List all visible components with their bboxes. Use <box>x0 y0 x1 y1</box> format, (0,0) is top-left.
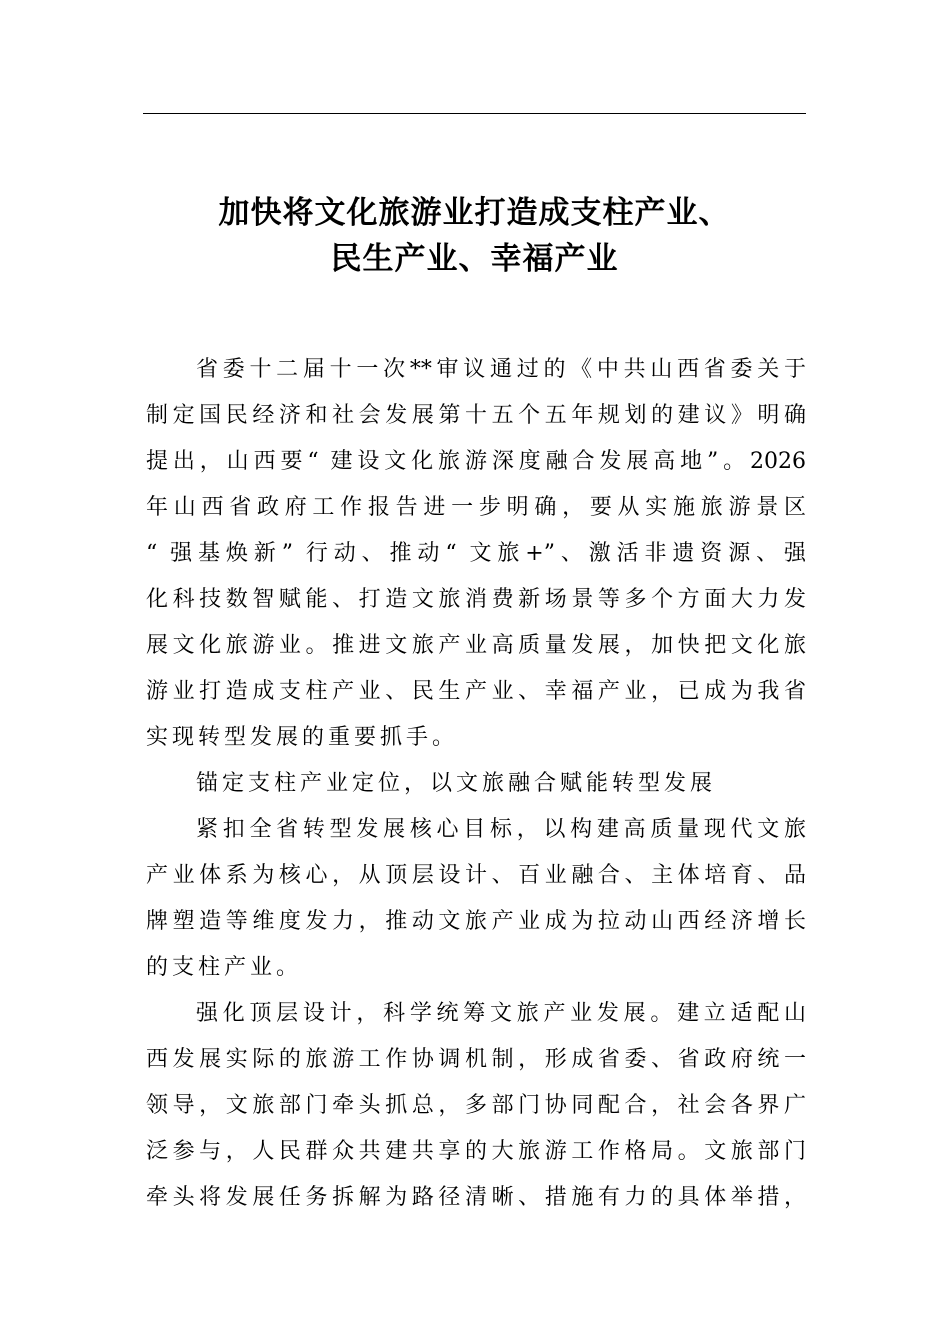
body-line: 省委十二届十一次**审议通过的《中共山西省委关于 <box>196 357 806 382</box>
body-line: 年山西省政府工作报告进一步明确，要从实施旅游景区 <box>146 495 806 520</box>
body-line: “ 强基焕新” 行动、推动“ 文旅+”、激活非遗资源、强 <box>146 541 806 566</box>
body-line: 牵头将发展任务拆解为路径清晰、措施有力的具体举措， <box>146 1185 806 1210</box>
body-line: 游业打造成支柱产业、民生产业、幸福产业，已成为我省 <box>146 679 806 704</box>
body-line: 领导，文旅部门牵头抓总，多部门协同配合，社会各界广 <box>146 1093 806 1118</box>
body-line: 锚定支柱产业定位，以文旅融合赋能转型发展 <box>196 771 717 796</box>
body-line: 紧扣全省转型发展核心目标，以构建高质量现代文旅 <box>196 817 806 842</box>
body-line: 牌塑造等维度发力，推动文旅产业成为拉动山西经济增长 <box>146 909 806 934</box>
body-line: 展文化旅游业。推进文旅产业高质量发展，加快把文化旅 <box>146 633 806 658</box>
body-line: 实现转型发展的重要抓手。 <box>146 725 459 750</box>
body-line: 泛参与，人民群众共建共享的大旅游工作格局。文旅部门 <box>146 1139 806 1164</box>
body-line: 化科技数智赋能、打造文旅消费新场景等多个方面大力发 <box>146 587 806 612</box>
document-body <box>146 347 806 1221</box>
title-line-2: 民生产业、幸福产业 <box>330 241 619 277</box>
body-line: 西发展实际的旅游工作协调机制，形成省委、省政府统一 <box>146 1047 806 1072</box>
body-line: 的支柱产业。 <box>146 955 303 980</box>
title-line-1: 加快将文化旅游业打造成支柱产业、 <box>218 195 731 231</box>
body-line: 产业体系为核心，从顶层设计、百业融合、主体培育、品 <box>146 863 806 888</box>
body-line: 提出，山西要“ 建设文化旅游深度融合发展高地”。2026 <box>146 449 806 474</box>
document-title <box>143 190 806 282</box>
header-rule <box>143 113 806 114</box>
body-line: 强化顶层设计，科学统筹文旅产业发展。建立适配山 <box>196 1001 806 1026</box>
body-line: 制定国民经济和社会发展第十五个五年规划的建议》明确 <box>146 403 806 428</box>
